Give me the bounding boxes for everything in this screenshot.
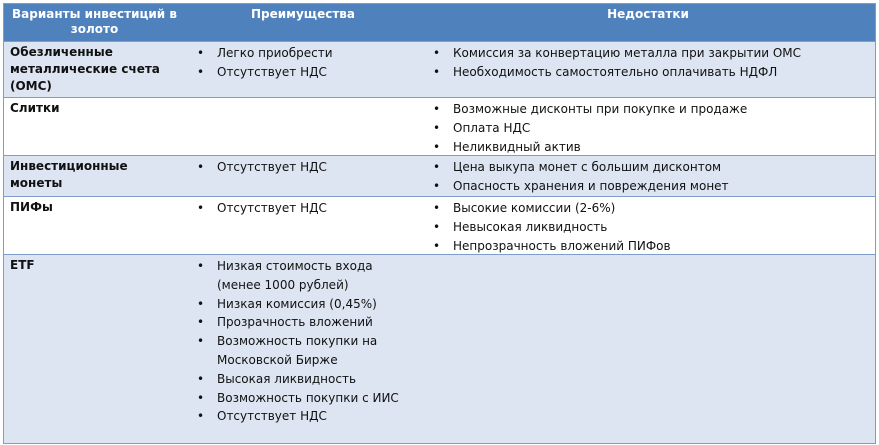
disadvantage-item: • Цена выкупа монет с большим дисконтом (427, 158, 869, 177)
advantages-cell (185, 42, 421, 97)
header-variants: Варианты инвестиций в золото (11, 7, 177, 36)
disadvantage-item: • Непрозрачность вложений ПИФов (427, 237, 869, 256)
advantage-item: • Отсутствует НДС (191, 63, 415, 82)
advantage-item: • Отсутствует НДС (191, 158, 415, 177)
variant-name: ПИФы (10, 200, 53, 214)
table-row-bars (4, 98, 875, 156)
advantage-item: • Высокая ликвидность (191, 370, 415, 389)
disadvantage-item: • Необходимость самостоятельно оплачивать НДФЛ (427, 63, 869, 82)
disadvantages-cell (421, 156, 875, 196)
advantage-item: • Отсутствует НДС (191, 407, 415, 426)
table-row-etf (4, 255, 875, 444)
variant-name: Слитки (10, 101, 60, 115)
advantage-item: • Отсутствует НДС (191, 199, 415, 218)
advantage-item: • Возможность покупки на Московской Бирже (191, 332, 415, 370)
table-row-oms (4, 42, 875, 98)
disadvantage-item: • Опасность хранения и повреждения монет (427, 177, 869, 196)
advantage-item: • Прозрачность вложений (191, 313, 415, 332)
advantages-cell (185, 255, 421, 443)
table-row-coins (4, 156, 875, 197)
disadvantage-item: • Оплата НДС (427, 119, 869, 138)
disadvantage-item: • Возможные дисконты при покупке и продаже (427, 100, 869, 119)
disadvantage-item: • Высокие комиссии (2-6%) (427, 199, 869, 218)
header-disadvantages: Недостатки (607, 7, 689, 21)
advantage-item: • Легко приобрести (191, 44, 415, 63)
advantage-item: • Низкая стоимость входа (менее 1000 рублей) (191, 257, 415, 295)
disadvantage-item: • Неликвидный актив (427, 138, 869, 157)
table-header-row (4, 4, 875, 42)
advantages-cell (185, 197, 421, 254)
disadvantages-cell (421, 197, 875, 254)
disadvantages-cell (421, 98, 875, 155)
variant-name: Обезличенные металлические счета (ОМС) (10, 45, 160, 93)
table-row-pif (4, 197, 875, 255)
disadvantages-cell (421, 255, 875, 443)
disadvantage-item: • Комиссия за конвертацию металла при закрытии ОМС (427, 44, 869, 63)
variant-name: Инвестиционные монеты (10, 159, 128, 190)
disadvantage-item: • Невысокая ликвидность (427, 218, 869, 237)
investment-comparison-table (3, 3, 876, 444)
advantages-cell (185, 156, 421, 196)
advantage-item: • Низкая комиссия (0,45%) (191, 295, 415, 314)
header-advantages: Преимущества (251, 7, 355, 21)
variant-name: ETF (10, 258, 35, 272)
advantage-item: • Возможность покупки с ИИС (191, 389, 415, 408)
disadvantages-cell (421, 42, 875, 97)
advantages-cell (185, 98, 421, 155)
